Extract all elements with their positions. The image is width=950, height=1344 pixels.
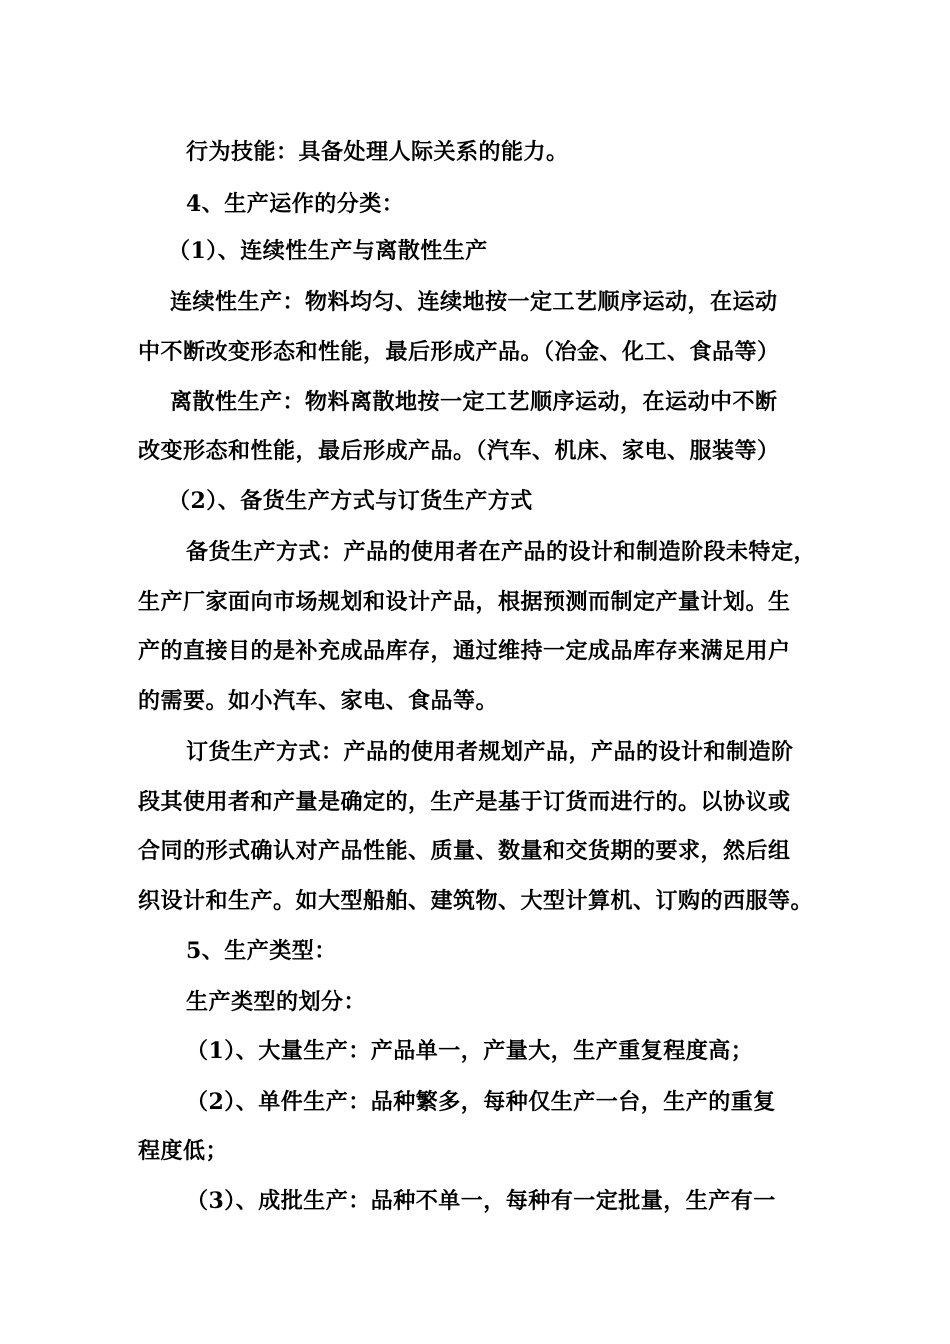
text-line: 生产厂家面向市场规划和设计产品，根据预测而制定产量计划。生 — [138, 589, 791, 615]
subsection-heading: （2）、备货生产方式与订货生产方式 — [168, 488, 533, 514]
text-line: 改变形态和性能，最后形成产品。（汽车、机床、家电、服装等） — [138, 438, 780, 464]
section-heading: 5、生产类型： — [186, 938, 337, 964]
text-line: 备货生产方式：产品的使用者在产品的设计和制造阶段未特定， — [186, 539, 817, 565]
text-line: 的需要。如小汽车、家电、食品等。 — [138, 688, 499, 714]
list-item: （1）、大量生产：产品单一，产量大，生产重复程度高； — [186, 1038, 754, 1064]
text-line: 织设计和生产。如大型船舶、建筑物、大型计算机、订购的西服等。 — [138, 888, 814, 914]
list-item: （2）、单件生产：品种繁多，每种仅生产一台，生产的重复 — [186, 1089, 776, 1115]
list-item: （3）、成批生产：品种不单一，每种有一定批量，生产有一 — [186, 1188, 776, 1214]
text-line: 产的直接目的是补充成品库存，通过维持一定成品库存来满足用户 — [138, 638, 791, 664]
subsection-heading: （1）、连续性生产与离散性生产 — [168, 238, 488, 264]
text-line: 生产类型的划分： — [186, 989, 367, 1015]
text-line: 段其使用者和产量是确定的，生产是基于订货而进行的。以协议或 — [138, 789, 791, 815]
text-line: 行为技能：具备处理人际关系的能力。 — [186, 139, 569, 165]
text-line: 离散性生产：物料离散地按一定工艺顺序运动，在运动中不断 — [170, 389, 778, 415]
section-heading: 4、生产运作的分类： — [186, 191, 405, 217]
text-line: 合同的形式确认对产品性能、质量、数量和交货期的要求，然后组 — [138, 838, 791, 864]
text-line: 订货生产方式：产品的使用者规划产品，产品的设计和制造阶 — [186, 739, 794, 765]
text-line: 连续性生产：物料均匀、连续地按一定工艺顺序运动，在运动 — [170, 289, 778, 315]
text-line: 程度低； — [138, 1138, 229, 1164]
text-line: 中不断改变形态和性能，最后形成产品。（冶金、化工、食品等） — [138, 339, 780, 365]
